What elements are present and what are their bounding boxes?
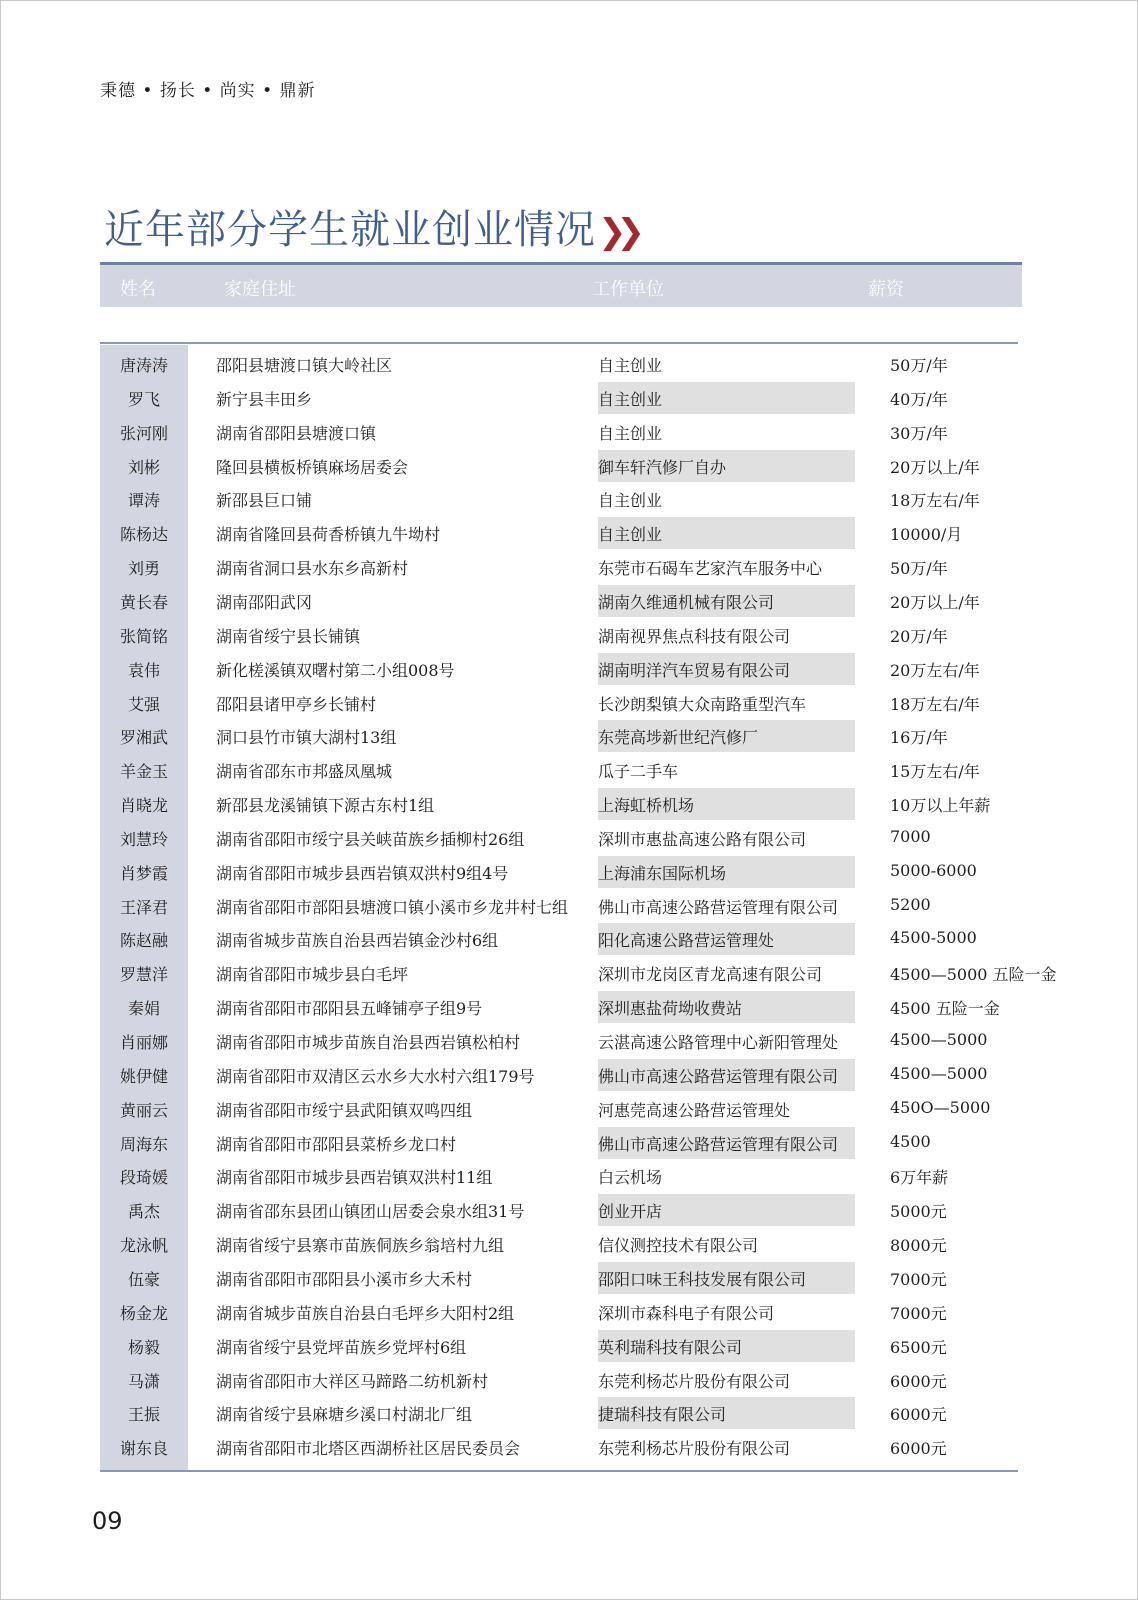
table-row — [100, 550, 1040, 584]
home-address-cell: 湖南省邵阳市绥宁县关峡苗族乡插柳村26组 — [216, 830, 525, 849]
employer-cell: 瓜子二手车 — [598, 762, 679, 781]
salary-cell: 40万/年 — [890, 390, 948, 409]
salary-cell: 20万以上/年 — [890, 458, 980, 477]
salary-cell: 18万左右/年 — [890, 491, 980, 510]
employer-cell: 邵阳口味王科技发展有限公司 — [598, 1270, 807, 1289]
home-address-cell: 新化槎溪镇双曙村第二小组008号 — [216, 661, 455, 680]
table-row — [100, 1024, 1040, 1058]
column-header-employer: 工作单位 — [592, 279, 664, 300]
home-address-cell: 湖南省邵东县团山镇团山居委会泉水组31号 — [216, 1202, 525, 1221]
student-name-cell: 龙泳帆 — [119, 1236, 168, 1255]
student-name-cell: 秦娟 — [127, 999, 160, 1018]
home-address-cell: 湖南省邵阳市城步苗族自治县西岩镇松柏村 — [216, 1033, 521, 1052]
student-name-cell: 罗慧洋 — [119, 965, 168, 984]
table-row — [100, 381, 1040, 415]
employer-cell: 创业开店 — [598, 1202, 663, 1221]
student-name-cell: 张简铭 — [119, 627, 168, 646]
home-address-cell: 湖南省邵阳市大祥区马蹄路二纺机新村 — [216, 1372, 489, 1391]
home-address-cell: 湖南省绥宁县寨市苗族侗族乡翁培村九组 — [216, 1236, 505, 1255]
home-address-cell: 湖南省邵阳县塘渡口镇 — [216, 424, 377, 443]
student-name-cell: 杨金龙 — [119, 1304, 168, 1323]
salary-cell: 450O—5000 — [890, 1098, 991, 1117]
salary-cell: 30万/年 — [890, 424, 948, 443]
employer-cell: 深圳市惠盐高速公路有限公司 — [598, 830, 807, 849]
employer-cell: 阳化高速公路营运管理处 — [598, 931, 775, 950]
table-row — [100, 415, 1040, 449]
salary-cell: 10万以上年薪 — [890, 796, 991, 815]
employer-cell: 御车轩汽修厂自办 — [598, 458, 727, 477]
student-name-cell: 肖晓龙 — [119, 796, 168, 815]
salary-cell: 7000 — [890, 827, 931, 846]
column-header-name: 姓名 — [120, 279, 156, 300]
student-name-cell: 黄丽云 — [119, 1101, 168, 1120]
home-address-cell: 湖南省邵阳市邵阳县小溪市乡大禾村 — [216, 1270, 473, 1289]
home-address-cell: 湖南省绥宁县党坪苗族乡党坪村6组 — [216, 1338, 467, 1357]
table-row — [100, 719, 1040, 753]
employer-cell: 湖南视界焦点科技有限公司 — [598, 627, 791, 646]
employer-cell: 云湛高速公路管理中心新阳管理处 — [598, 1033, 839, 1052]
student-name-cell: 黄长春 — [119, 593, 168, 612]
employer-cell: 深圳惠盐荷坳收费站 — [598, 999, 743, 1018]
salary-cell: 6万年薪 — [890, 1168, 949, 1187]
employer-cell: 东莞利杨芯片股份有限公司 — [598, 1439, 791, 1458]
employer-cell: 自主创业 — [598, 491, 663, 510]
student-name-cell: 王振 — [127, 1405, 160, 1424]
home-address-cell: 湖南省隆回县荷香桥镇九牛坳村 — [216, 525, 441, 544]
column-header-address: 家庭住址 — [224, 279, 296, 300]
student-name-cell: 周海东 — [119, 1135, 168, 1154]
section-title — [104, 198, 635, 255]
home-address-cell: 湖南省邵阳市城步县西岩镇双洪村9组4号 — [216, 864, 509, 883]
salary-cell: 20万以上/年 — [890, 593, 980, 612]
school-motto: 秉德 • 扬长 • 尚实 • 鼎新 — [100, 81, 316, 101]
student-name-cell: 刘勇 — [127, 559, 160, 578]
student-name-cell: 杨毅 — [127, 1338, 160, 1357]
table-row — [100, 686, 1040, 720]
table-row — [100, 449, 1040, 483]
student-name-cell: 艾强 — [127, 695, 160, 714]
table-row — [100, 787, 1040, 821]
salary-cell: 15万左右/年 — [890, 762, 980, 781]
home-address-cell: 湖南省邵东市邦盛凤凰城 — [216, 762, 393, 781]
table-row — [100, 1227, 1040, 1261]
salary-cell: 20万左右/年 — [890, 661, 980, 680]
salary-cell: 16万/年 — [890, 728, 948, 747]
table-row — [100, 347, 1040, 381]
home-address-cell: 湖南省邵阳市北塔区西湖桥社区居民委员会 — [216, 1439, 521, 1458]
table-top-rule — [100, 342, 1018, 344]
employer-cell: 深圳市龙岗区青龙高速有限公司 — [598, 965, 823, 984]
home-address-cell: 洞口县竹市镇大湖村13组 — [216, 728, 397, 747]
salary-cell: 4500—5000 — [890, 1030, 988, 1049]
table-row — [100, 584, 1040, 618]
home-address-cell: 湖南省绥宁县麻塘乡溪口村湖北厂组 — [216, 1405, 473, 1424]
table-row — [100, 618, 1040, 652]
home-address-cell: 湖南省邵阳市城步县西岩镇双洪村11组 — [216, 1168, 493, 1187]
employer-cell: 上海虹桥机场 — [598, 796, 695, 815]
table-row — [100, 855, 1040, 889]
employer-cell: 上海浦东国际机场 — [598, 864, 727, 883]
salary-cell: 18万左右/年 — [890, 695, 980, 714]
table-row — [100, 753, 1040, 787]
home-address-cell: 湖南省邵阳市邵阳县五峰铺亭子组9号 — [216, 999, 483, 1018]
salary-cell: 4500—5000 五险一金 — [890, 965, 1057, 984]
home-address-cell: 邵阳县塘渡口镇大岭社区 — [216, 356, 393, 375]
table-row — [100, 652, 1040, 686]
table-row — [100, 1092, 1040, 1126]
student-name-cell: 刘慧玲 — [119, 830, 168, 849]
salary-cell: 8000元 — [890, 1236, 947, 1255]
table-row — [100, 1329, 1040, 1363]
table-row — [100, 990, 1040, 1024]
employer-cell: 东莞市石碣车艺家汽车服务中心 — [598, 559, 823, 578]
column-header-salary: 薪资 — [868, 279, 904, 300]
table-row — [100, 889, 1040, 923]
home-address-cell: 湖南邵阳武冈 — [216, 593, 313, 612]
salary-cell: 4500—5000 — [890, 1064, 988, 1083]
student-name-cell: 段琦媛 — [119, 1168, 168, 1187]
student-name-cell: 袁伟 — [127, 661, 160, 680]
table-row — [100, 1363, 1040, 1397]
student-name-cell: 肖丽娜 — [119, 1033, 168, 1052]
salary-cell: 4500 — [890, 1132, 931, 1151]
salary-cell: 6000元 — [890, 1372, 947, 1391]
salary-cell: 6500元 — [890, 1338, 947, 1357]
student-name-cell: 刘彬 — [127, 458, 160, 477]
employer-cell: 东莞利杨芯片股份有限公司 — [598, 1372, 791, 1391]
salary-cell: 20万/年 — [890, 627, 948, 646]
table-row — [100, 956, 1057, 990]
employer-cell: 自主创业 — [598, 424, 663, 443]
salary-cell: 7000元 — [890, 1270, 947, 1289]
table-bottom-rule — [100, 1470, 1018, 1472]
table-row — [100, 1058, 1040, 1092]
table-row — [100, 821, 1040, 855]
employer-cell: 长沙朗梨镇大众南路重型汽车 — [598, 695, 807, 714]
home-address-cell: 湖南省城步苗族自治县白毛坪乡大阳村2组 — [216, 1304, 515, 1323]
employer-cell: 白云机场 — [598, 1168, 663, 1187]
home-address-cell: 湖南省邵阳市邵阳县菜桥乡龙口村 — [216, 1135, 457, 1154]
salary-cell: 5000-6000 — [890, 861, 977, 880]
table-row — [100, 1396, 1040, 1430]
employer-cell: 自主创业 — [598, 390, 663, 409]
employer-cell: 信仪测控技术有限公司 — [598, 1236, 759, 1255]
home-address-cell: 湖南省城步苗族自治县西岩镇金沙村6组 — [216, 931, 499, 950]
student-name-cell: 张河刚 — [119, 424, 168, 443]
employer-cell: 自主创业 — [598, 356, 663, 375]
table-row — [100, 1295, 1040, 1329]
salary-cell: 50万/年 — [890, 356, 948, 375]
student-name-cell: 王泽君 — [119, 898, 168, 917]
student-name-cell: 陈杨达 — [119, 525, 168, 544]
student-name-cell: 谢东良 — [119, 1439, 168, 1458]
employer-cell: 捷瑞科技有限公司 — [598, 1405, 727, 1424]
home-address-cell: 湖南省邵阳市部阳县塘渡口镇小溪市乡龙井村七组 — [216, 898, 569, 917]
salary-cell: 7000元 — [890, 1304, 947, 1323]
page-number: 09 — [92, 1507, 123, 1535]
student-name-cell: 禹杰 — [127, 1202, 160, 1221]
salary-cell: 50万/年 — [890, 559, 948, 578]
table-header — [100, 262, 1022, 307]
table-row — [100, 516, 1040, 550]
student-name-cell: 罗飞 — [127, 390, 160, 409]
employer-cell: 湖南久维通机械有限公司 — [598, 593, 775, 612]
home-address-cell: 湖南省洞口县水东乡高新村 — [216, 559, 409, 578]
employer-cell: 深圳市森科电子有限公司 — [598, 1304, 775, 1323]
employer-cell: 佛山市高速公路营运管理有限公司 — [598, 898, 839, 917]
employer-cell: 佛山市高速公路营运管理有限公司 — [598, 1067, 839, 1086]
table-row — [100, 482, 1040, 516]
double-chevron-icon: ❯❯ — [598, 212, 635, 252]
salary-cell: 6000元 — [890, 1439, 947, 1458]
table-row — [100, 1159, 1040, 1193]
table-row — [100, 1430, 1040, 1464]
salary-cell: 10000/月 — [890, 525, 963, 544]
section-title-text: 近年部分学生就业创业情况 — [104, 207, 596, 253]
salary-cell: 4500 五险一金 — [890, 999, 1000, 1018]
student-name-cell: 姚伊健 — [119, 1067, 168, 1086]
student-name-cell: 罗湘武 — [119, 728, 168, 747]
home-address-cell: 新邵县巨口铺 — [216, 491, 313, 510]
employer-cell: 湖南明洋汽车贸易有限公司 — [598, 661, 791, 680]
employer-cell: 英利瑞科技有限公司 — [598, 1338, 743, 1357]
employer-cell: 东莞高埗新世纪汽修厂 — [598, 728, 759, 747]
table-row — [100, 1126, 1040, 1160]
employer-cell: 自主创业 — [598, 525, 663, 544]
home-address-cell: 新宁县丰田乡 — [216, 390, 313, 409]
home-address-cell: 湖南省绥宁县长铺镇 — [216, 627, 361, 646]
student-name-cell: 唐涛涛 — [119, 356, 168, 375]
table-row — [100, 922, 1040, 956]
home-address-cell: 新邵县龙溪铺镇下源古东村1组 — [216, 796, 435, 815]
salary-cell: 5000元 — [890, 1202, 947, 1221]
student-name-cell: 谭涛 — [127, 491, 160, 510]
student-name-cell: 伍豪 — [127, 1270, 160, 1289]
employer-cell: 河惠莞高速公路营运管理处 — [598, 1101, 791, 1120]
student-name-cell: 马潇 — [127, 1372, 160, 1391]
employer-cell: 佛山市高速公路营运管理有限公司 — [598, 1135, 839, 1154]
home-address-cell: 湖南省邵阳市双清区云水乡大水村六组179号 — [216, 1067, 535, 1086]
home-address-cell: 湖南省邵阳市绥宁县武阳镇双鸣四组 — [216, 1101, 473, 1120]
salary-cell: 4500-5000 — [890, 928, 977, 947]
home-address-cell: 邵阳县诸甲亭乡长铺村 — [216, 695, 377, 714]
student-name-cell: 羊金玉 — [119, 762, 168, 781]
salary-cell: 6000元 — [890, 1405, 947, 1424]
table-row — [100, 1193, 1040, 1227]
home-address-cell: 隆回县横板桥镇麻场居委会 — [216, 458, 409, 477]
home-address-cell: 湖南省邵阳市城步县白毛坪 — [216, 965, 409, 984]
student-name-cell: 肖梦霞 — [119, 864, 168, 883]
student-name-cell: 陈赵融 — [119, 931, 168, 950]
salary-cell: 5200 — [890, 895, 931, 914]
table-row — [100, 1261, 1040, 1295]
